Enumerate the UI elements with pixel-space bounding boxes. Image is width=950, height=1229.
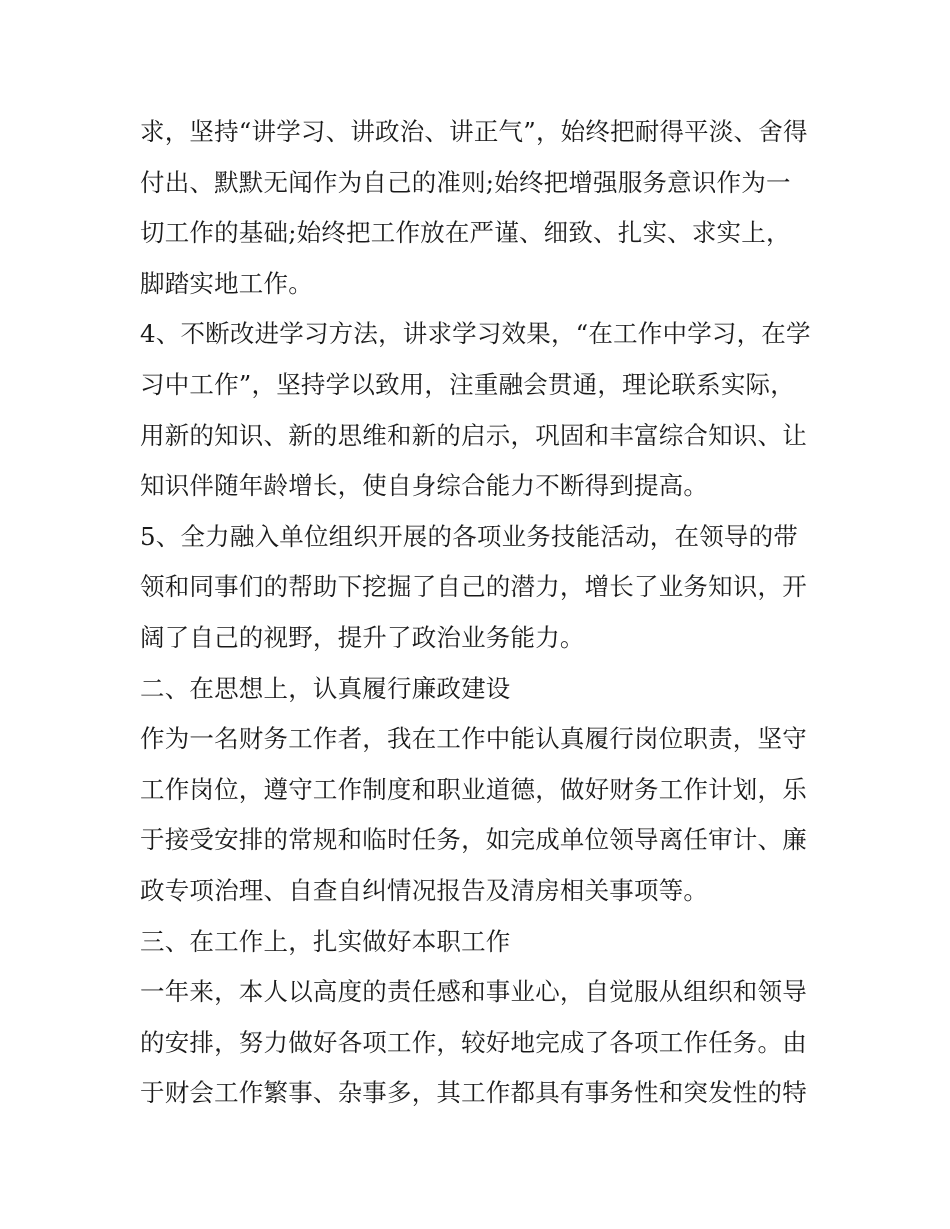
- text-line: 5、全力融入单位组织开展的各项业务技能活动，在领导的带: [140, 521, 798, 551]
- text-line: 的安排，努力做好各项工作，较好地完成了各项工作任务。由: [140, 1027, 807, 1057]
- text-line: 用新的知识、新的思维和新的启示，巩固和丰富综合知识、让: [140, 420, 807, 450]
- text-line: 领和同事们的帮助下挖掘了自己的潜力，增长了业务知识，开: [140, 572, 807, 602]
- text-line: 于财会工作繁事、杂事多，其工作都具有事务性和突发性的特: [140, 1078, 807, 1108]
- text-line: 求，坚持“讲学习、讲政治、讲正气”，始终把耐得平淡、舍得: [140, 117, 808, 146]
- text-line: 付出、默默无闻作为自己的准则;始终把增强服务意识作为一: [140, 167, 791, 197]
- text-line: 政专项治理、自查自纠情况报告及清房相关事项等。: [140, 875, 709, 905]
- text-line: 4、不断改进学习方法，讲求学习效果，“在工作中学习，在学: [140, 319, 811, 349]
- text-line: 切工作的基础;始终把工作放在严谨、细致、扎实、求实上，: [140, 218, 791, 248]
- section-heading: 三、在工作上，扎实做好本职工作: [140, 926, 511, 956]
- section-heading: 二、在思想上，认真履行廉政建设: [140, 673, 511, 703]
- text-line: 工作岗位，遵守工作制度和职业道德，做好财务工作计划，乐: [140, 774, 807, 804]
- document-body: [140, 107, 820, 1119]
- text-line: 知识伴随年龄增长，使自身综合能力不断得到提高。: [140, 471, 709, 501]
- text-line: 于接受安排的常规和临时任务，如完成单位领导离任审计、廉: [140, 825, 807, 855]
- text-line: 一年来，本人以高度的责任感和事业心，自觉服从组织和领导: [140, 977, 807, 1007]
- text-line: 阔了自己的视野，提升了政治业务能力。: [140, 622, 585, 652]
- text-line: 脚踏实地工作。: [140, 268, 313, 298]
- text-line: 作为一名财务工作者，我在工作中能认真履行岗位职责，坚守: [140, 724, 807, 754]
- text-line: 习中工作”，坚持学以致用，注重融会贯通，理论联系实际，: [140, 369, 795, 399]
